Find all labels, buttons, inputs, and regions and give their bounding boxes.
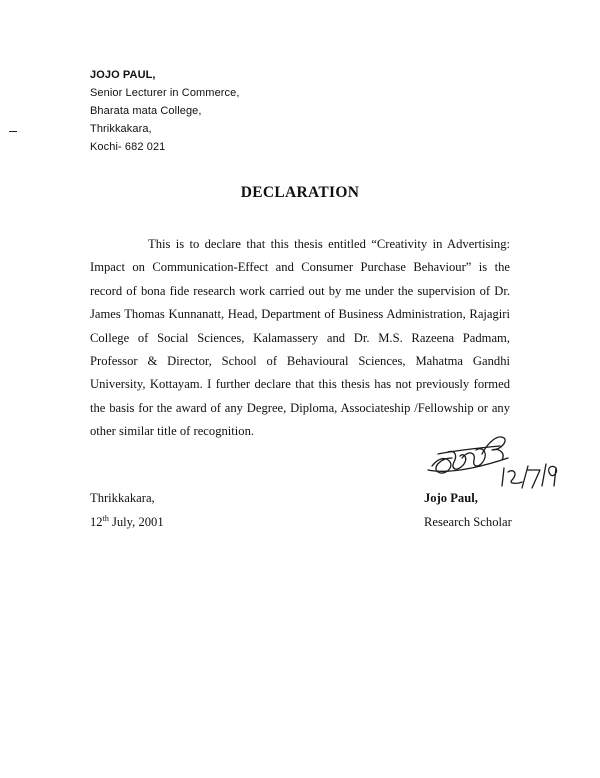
date-day: 12 — [90, 515, 103, 529]
signature-stroke — [508, 471, 522, 484]
signature-stroke — [528, 470, 540, 488]
footer-date — [90, 510, 164, 534]
date-rest: July, 2001 — [108, 515, 164, 529]
date-suffix: th — [102, 513, 109, 523]
page-title: DECLARATION — [240, 184, 360, 201]
sender-address — [90, 66, 240, 156]
signatory-block — [424, 486, 512, 534]
margin-mark — [9, 131, 17, 132]
sender-city: Kochi- 682 021 — [90, 141, 166, 153]
signature-stroke — [549, 466, 557, 486]
sender-name: JOJO PAUL, — [90, 69, 156, 81]
declaration-body: This is to declare that this thesis entitled “Creativity in Advertising: Impact on Communication-Effect and Consumer Purchase Behaviour” is the record of bona fide research work carried out by me under the supervision of Dr. James Thomas Kunnanatt, Head, Department of Business Administration, Rajagiri College of Social Sciences, Kalamassery and Dr. M.S. Razeena Padmam, Professor & Director, School of Behavioural Sciences, Mahatma Gandhi University, Kottayam. I further declare that this thesis has not previously formed the basis for the award of any Degree, Diploma, Associateship /Fellowship or any other similar title of recognition. — [90, 237, 510, 439]
sender-college: Bharata mata College, — [90, 105, 202, 117]
sender-place: Thrikkakara, — [90, 123, 152, 135]
signatory-name: Jojo Paul, — [424, 491, 478, 505]
sender-title: Senior Lecturer in Commerce, — [90, 87, 240, 99]
place-date-block — [90, 486, 164, 534]
footer-place: Thrikkakara, — [90, 491, 155, 505]
signature-stroke — [522, 466, 528, 488]
signatory-role: Research Scholar — [424, 515, 512, 529]
signature-stroke — [502, 468, 504, 486]
signature-stroke — [542, 464, 546, 486]
